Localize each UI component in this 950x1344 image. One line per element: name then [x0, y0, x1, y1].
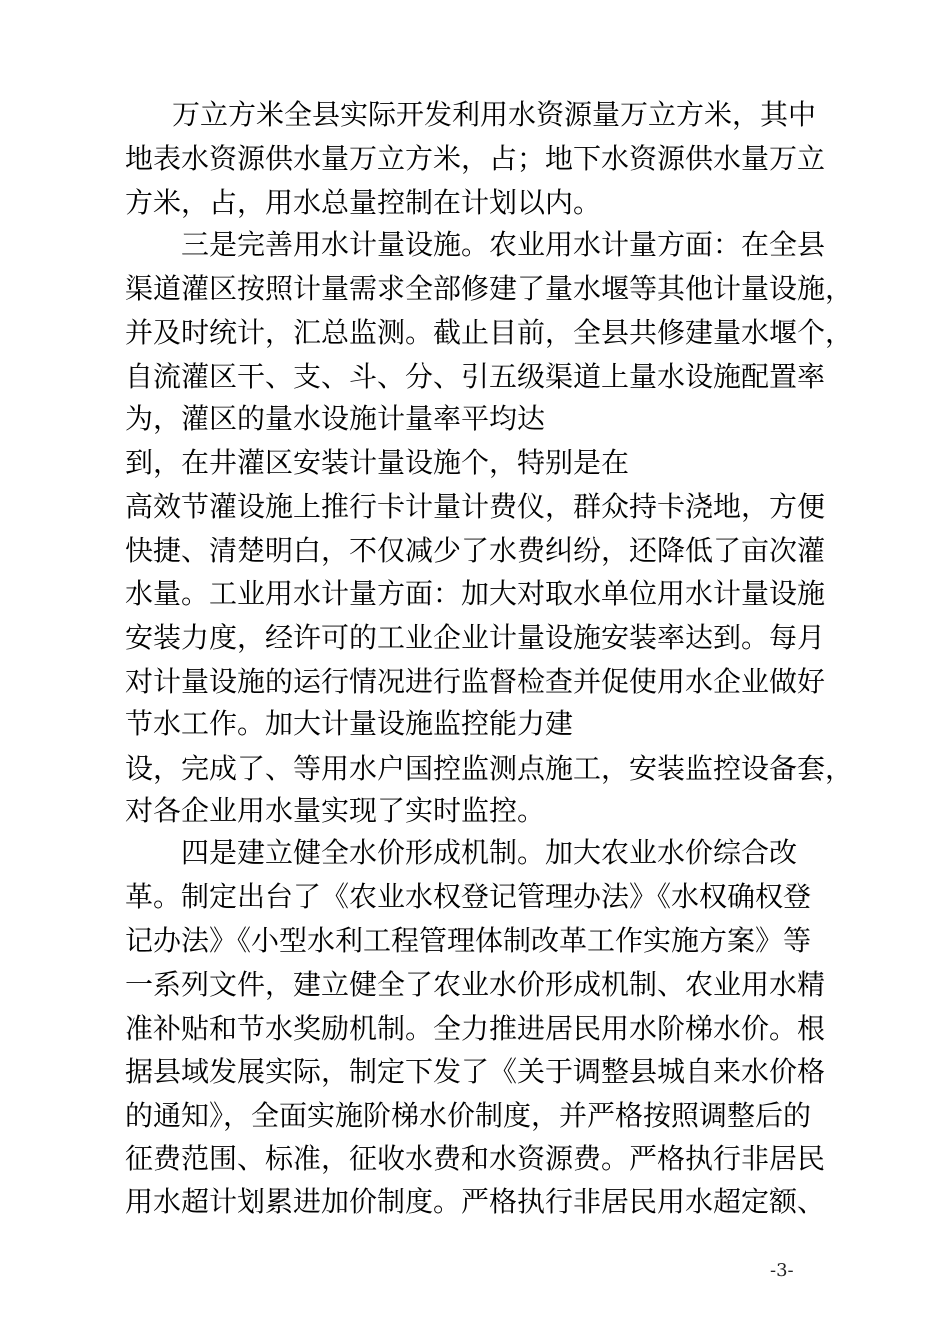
text-line: 并及时统计，汇总监测。截止目前，全县共修建量水堰个， [125, 316, 854, 349]
text-line: 地表水资源供水量万立方米，占；地下水资源供水量万立 [125, 142, 826, 175]
text-line: 用水超计划累进加价制度。严格执行非居民用水超定额、 [125, 1185, 826, 1218]
text-line: 据县域发展实际，制定下发了《关于调整县城自来水价格 [125, 1055, 826, 1088]
text-line: 方米，占，用水总量控制在计划以内。 [125, 186, 602, 219]
paragraph-4-start: 四是建立健全水价形成机制。加大农业水价综合改 [181, 836, 798, 869]
text-line: 渠道灌区按照计量需求全部修建了量水堰等其他计量设施， [125, 272, 854, 305]
text-line: 征费范围、标准，征收水费和水资源费。严格执行非居民 [125, 1142, 826, 1175]
text-line: 安装力度，经许可的工业企业计量设施安装率达到。每月 [125, 621, 826, 654]
text-line: 万立方米全县实际开发利用水资源量万立方米，其中 [172, 98, 817, 131]
text-line: 的通知》，全面实施阶梯水价制度，并严格按照调整后的 [125, 1099, 812, 1132]
text-line: 为，灌区的量水设施计量率平均达 [125, 402, 546, 435]
text-line: 节水工作。加大计量设施监控能力建 [125, 707, 574, 740]
text-line: 水量。工业用水计量方面：加大对取水单位用水计量设施 [125, 577, 826, 610]
text-line: 对计量设施的运行情况进行监督检查并促使用水企业做好 [125, 665, 826, 698]
text-line: 快捷、清楚明白，不仅减少了水费纠纷，还降低了亩次灌 [125, 534, 826, 567]
text-line: 准补贴和节水奖励机制。全力推进居民用水阶梯水价。根 [125, 1012, 826, 1045]
text-line: 对各企业用水量实现了实时监控。 [125, 794, 546, 827]
text-line: 到，在井灌区安装计量设施个，特别是在 [125, 446, 630, 479]
text-line: 自流灌区干、支、斗、分、引五级渠道上量水设施配置率 [125, 360, 826, 393]
text-line: 革。制定出台了《农业水权登记管理办法》《水权确权登 [125, 880, 812, 913]
text-line: 记办法》《小型水利工程管理体制改革工作实施方案》等 [125, 924, 812, 957]
page-number: -3- [770, 1260, 794, 1281]
text-line: 高效节灌设施上推行卡计量计费仪，群众持卡浇地，方便 [125, 490, 826, 523]
text-line: 设，完成了、等用水户国控监测点施工，安装监控设备套， [125, 752, 854, 785]
paragraph-3-start: 三是完善用水计量设施。农业用水计量方面：在全县 [181, 228, 826, 261]
text-line: 一系列文件，建立健全了农业水价形成机制、农业用水精 [125, 968, 826, 1001]
